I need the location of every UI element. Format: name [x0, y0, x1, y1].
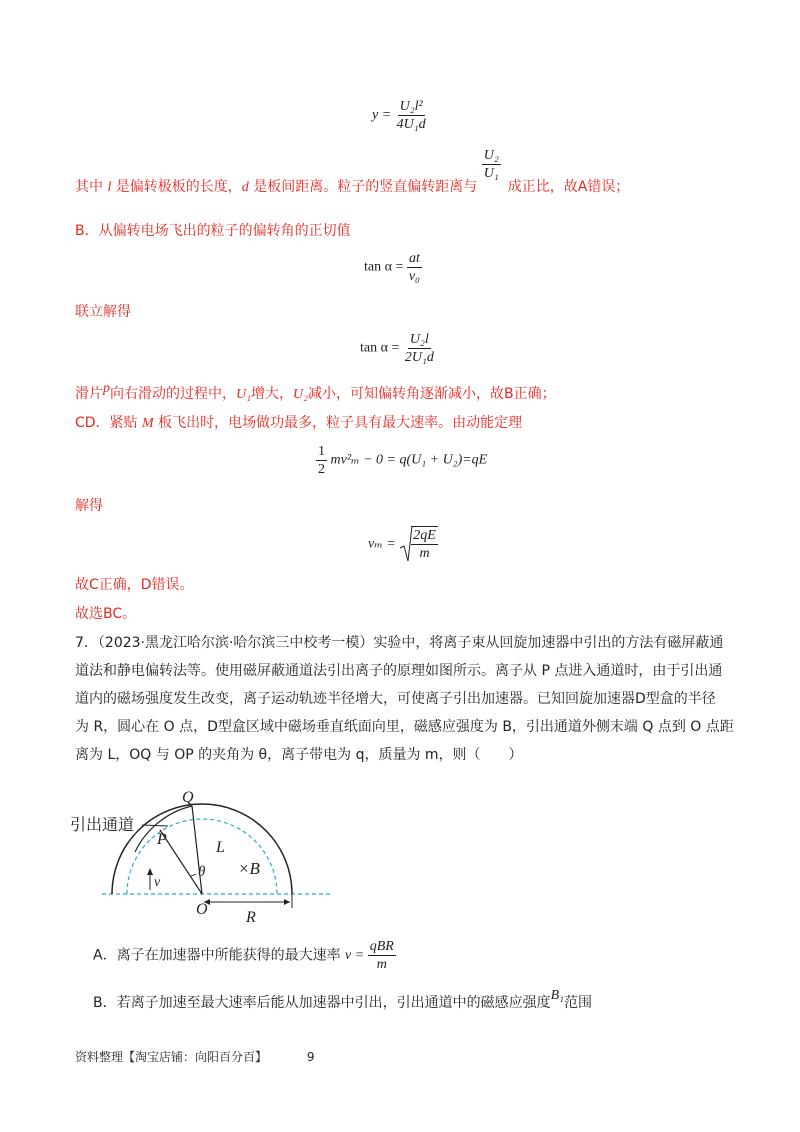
cyclotron-figure [70, 790, 350, 930]
label-r: R [246, 909, 256, 926]
label-leader [142, 825, 168, 826]
question-line-5: 离为 L，OQ 与 OP 的夹角为 θ，离子带电为 q，质量为 m，则（ ） [75, 747, 523, 763]
r-arrow-right-icon [284, 899, 290, 905]
line1-text-b: 是偏转极板的长度， [111, 179, 242, 195]
option-a-text: A．离子在加速器中所能获得的最大速率 [93, 947, 341, 964]
cd-m: M [142, 416, 154, 431]
label-channel: 引出通道 [70, 815, 135, 834]
eq-energy-half [316, 443, 327, 478]
line1-text-a: 其中 [75, 179, 108, 195]
equation-y [372, 98, 428, 133]
slide-a: 滑片 [75, 386, 103, 402]
equation-energy [316, 443, 487, 478]
conclusion-1: 故C正确，D错误。 [75, 577, 194, 593]
option-b-b1: B₁ [550, 988, 565, 1003]
question-7 [75, 629, 735, 769]
line1-l: l [107, 180, 112, 195]
option-b-text-a: B．若离子加速至最大速率后能从加速器中引出，引出通道中的磁感应强度 [93, 995, 551, 1011]
eq-vm-fraction [411, 526, 438, 562]
slide-u2: U₂ [292, 387, 308, 402]
eq-tan1-num: at [408, 251, 420, 266]
cd-a: CD．紧贴 [75, 415, 143, 431]
eq-vm-den: m [419, 546, 430, 561]
jiede-text: 解得 [75, 498, 103, 514]
eq-tan2-lhs: tan α = [360, 340, 400, 356]
label-v: v [154, 875, 161, 890]
eq-y-denominator: 4U₁d [396, 117, 426, 132]
explanation-line-1 [75, 148, 630, 198]
eq-tan2-den: 2U₁d [404, 350, 434, 365]
theta-arc [191, 874, 196, 876]
eq-vm-lhs: vₘ = [368, 536, 396, 552]
eq-y-numerator: U₂l² [399, 99, 423, 114]
line1-ratio [482, 148, 508, 191]
cd-b: 板飞出时，电场做功最多，粒子具有最大速率。由动能定理 [153, 415, 523, 431]
option-a-den: m [376, 957, 387, 972]
label-theta: θ [198, 864, 206, 880]
label-q: Q [182, 790, 194, 806]
option-b [93, 988, 593, 1014]
question-line-1: 7．（2023·黑龙江哈尔滨·哈尔滨三中校考一模）实验中，将离子束从回旋加速器中引出的方法有磁屏蔽通 [75, 635, 724, 651]
slide-d: 减小，可知偏转角逐渐减小，故B正确； [307, 386, 556, 402]
line1-ratio-den: U₁ [483, 166, 499, 181]
footer-source: 资料整理【淘宝店铺：向阳百分百】 [75, 1050, 268, 1064]
conclusion-2: 故选BC。 [75, 606, 137, 622]
option-a [93, 938, 396, 973]
line1-text-d: 成正比，故A错误； [507, 179, 630, 195]
eq-vm-num: 2qE [413, 528, 436, 543]
eq-tan1-den: v₀ [408, 269, 420, 284]
eq-tan1-fraction [407, 250, 422, 285]
equation-tan-2 [360, 331, 436, 366]
d-box-outline [112, 804, 292, 894]
eq-tan1-lhs: tan α = [364, 259, 404, 275]
explanation-cd-line [75, 413, 522, 434]
eq-energy-num: 1 [318, 444, 325, 459]
question-line-3: 道内的磁场强度发生改变，离子运动轨迹半径增大，可使离子引出加速器。已知回旋加速器D型盒的半径 [75, 691, 716, 707]
explanation-line-b: B．从偏转电场飞出的粒子的偏转角的正切值 [75, 223, 351, 239]
eq-y-lhs: y = [372, 107, 392, 123]
equation-tan-1 [364, 250, 422, 285]
question-line-2: 道法和静电偏转法等。使用磁屏蔽通道法引出离子的原理如图所示。离子从 P 点进入通道时，由于引出通 [75, 663, 723, 679]
eq-y-fraction [395, 98, 428, 133]
eq-energy-rest: mv²ₘ − 0 = q(U₁ + U₂)=qE [330, 452, 488, 468]
explanation-slide-line [75, 381, 556, 405]
slide-u1: U₁ [236, 387, 251, 402]
slide-b: 向右滑动的过程中， [110, 386, 236, 402]
line1-d: d [241, 180, 249, 195]
equation-vm [368, 524, 438, 564]
label-p: P [157, 831, 167, 848]
slide-c: 增大， [250, 386, 293, 402]
option-a-num: qBR [369, 939, 394, 954]
eq-tan2-num: U₂l [409, 332, 429, 347]
page-number: 9 [306, 1050, 315, 1064]
eq-energy-den: 2 [318, 462, 325, 477]
lianli-text: 联立解得 [75, 304, 131, 320]
label-l: L [216, 839, 225, 856]
label-o: O [196, 901, 208, 918]
line1-text-c: 是板间距离。粒子的竖直偏转距离与 [248, 179, 478, 195]
eq-tan2-fraction [403, 331, 436, 366]
option-a-formula [345, 939, 396, 972]
line1-ratio-num: U₂ [483, 148, 499, 163]
question-line-4: 为 R，圆心在 O 点，D型盒区域中磁场垂直纸面向里，磁感应强度为 B，引出通道外侧末端 Q 点到 O 点距 [75, 719, 734, 735]
label-b: ×B [238, 859, 260, 878]
velocity-arrow-icon [147, 868, 153, 875]
footer [75, 1048, 314, 1065]
slide-p: p [103, 381, 110, 396]
option-b-text-b: 范围 [564, 995, 593, 1011]
option-a-lhs: v = [345, 947, 365, 963]
